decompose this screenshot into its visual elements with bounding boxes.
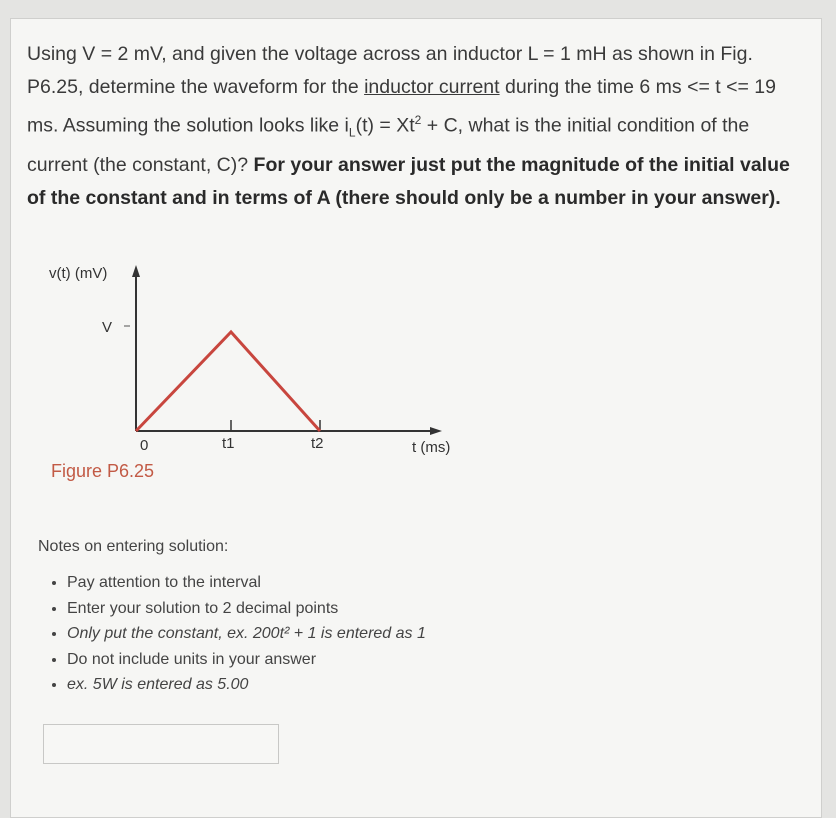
note-item: • Pay attention to the interval	[67, 570, 638, 596]
y-axis-arrow	[132, 265, 140, 277]
question-superscript: 2	[414, 113, 422, 127]
answer-input[interactable]	[43, 724, 279, 764]
note-item: • Do not include units in your answer	[67, 647, 638, 673]
x-axis-arrow	[430, 427, 442, 435]
x-axis-label: t (ms)	[412, 439, 451, 456]
note-item: • Only put the constant, ex. 200t² + 1 is entered as 1	[67, 621, 638, 647]
origin-label: 0	[140, 437, 149, 454]
figure-caption: Figure P6.25	[51, 461, 155, 481]
y-axis-label: v(t) (mV)	[49, 265, 108, 282]
question-subscript: L	[348, 125, 356, 140]
note-item: • ex. 5W is entered as 5.00	[67, 672, 638, 698]
voltage-waveform-figure	[40, 255, 480, 495]
question-bold-instructions: For your answer just put the magnitude of the initial value of the constant and in terms of A (there should only be a number in your answer).	[27, 154, 790, 210]
v-label: V	[102, 319, 113, 336]
notes-section	[38, 538, 638, 698]
question-part3: (t) = Xt	[355, 114, 415, 137]
question-part1: Using V = 2 mV, and given the voltage across an inductor L = 1 mH as shown in Fig. P6.25, determine the waveform for the	[27, 43, 753, 98]
notes-list	[38, 570, 638, 698]
question-part4: + C, what is the initial condition of the current (the constant, C)?	[27, 114, 750, 177]
notes-heading: Notes on entering solution:	[38, 538, 229, 555]
t2-label: t2	[311, 435, 324, 452]
question-text	[27, 38, 812, 215]
question-part2: during the time 6 ms <= t <= 19 ms. Assuming the solution looks like i	[27, 76, 776, 137]
voltage-waveform-line	[136, 332, 320, 431]
question-underlined: inductor current	[364, 76, 500, 98]
note-item: • Enter your solution to 2 decimal points	[67, 596, 638, 622]
t1-label: t1	[222, 435, 235, 452]
